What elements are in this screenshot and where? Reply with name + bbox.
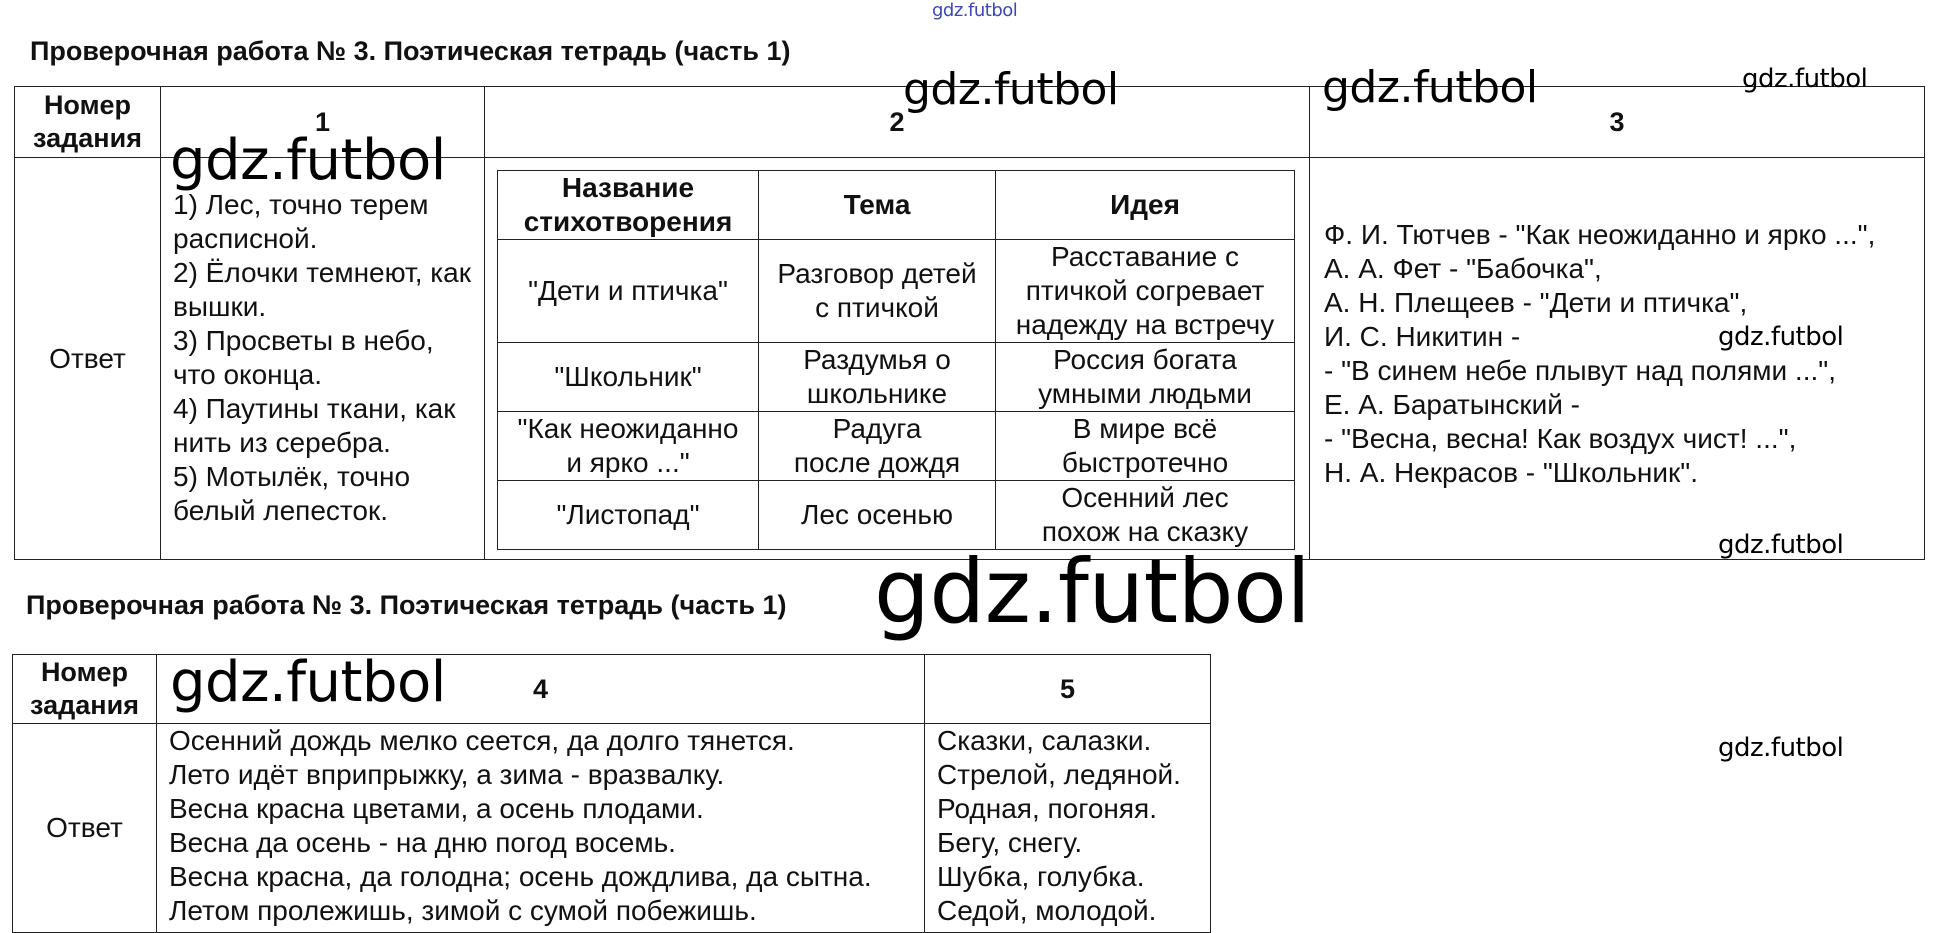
list-item: Весна красна цветами, а осень плодами. (169, 793, 704, 824)
table-row (498, 412, 1295, 481)
list-item: Ф. И. Тютчев - "Как неожиданно и ярко ...", (1324, 219, 1876, 250)
table2-answer-row (13, 724, 1211, 933)
poem-theme: Разговор детей с птичкой (759, 240, 996, 343)
table-row (498, 240, 1295, 343)
list-item: Весна да осень - на дню погод восемь. (169, 827, 676, 858)
poems-table-header (498, 171, 1295, 240)
answer-label: Ответ (13, 724, 157, 933)
task-5-header: 5 (925, 655, 1211, 724)
list-item: 1) Лес, точно терем расписной. (173, 189, 429, 254)
watermark: gdz.futbol (903, 64, 1119, 115)
list-item: Седой, молодой. (937, 895, 1157, 926)
list-item: А. А. Фет - "Бабочка", (1324, 253, 1602, 284)
poem-name: "Дети и птичка" (498, 240, 759, 343)
poems-table (497, 170, 1295, 550)
task-1-answer (161, 158, 485, 560)
list-item: И. С. Никитин - (1324, 321, 1521, 352)
task-2-answer (485, 158, 1310, 560)
list-item: - "В синем небе плывут над полями ...", (1324, 355, 1836, 386)
header-idea: Идея (996, 171, 1295, 240)
list-item: Е. А. Баратынский - (1324, 389, 1580, 420)
table1-answer-row (15, 158, 1925, 560)
list-item: 3) Просветы в небо, что оконца. (173, 325, 434, 390)
poem-name: "Как неожиданно и ярко ..." (498, 412, 759, 481)
list-item: А. Н. Плещеев - "Дети и птичка", (1324, 287, 1748, 318)
watermark: gdz.futbol (1718, 322, 1844, 352)
watermark: gdz.futbol (1742, 64, 1868, 94)
list-item: Весна красна, да голодна; осень дождлива, да сытна. (169, 861, 872, 892)
list-item: 2) Ёлочки темнеют, как вышки. (173, 257, 471, 322)
poem-idea: Расставание с птичкой согревает надежду на встречу (996, 240, 1295, 343)
poem-theme: Раздумья о школьнике (759, 343, 996, 412)
poem-name: "Листопад" (498, 481, 759, 550)
header-theme: Тема (759, 171, 996, 240)
table-row (498, 343, 1295, 412)
task-4-answer (157, 724, 925, 933)
list-item: Н. А. Некрасов - "Школьник". (1324, 457, 1698, 488)
section1-title: Проверочная работа № 3. Поэтическая тетрадь (часть 1) (30, 36, 791, 66)
watermark: gdz.futbol (1718, 733, 1844, 763)
watermark: gdz.futbol (1718, 530, 1844, 560)
watermark-top: gdz.futbol (932, 0, 1018, 21)
list-item: Сказки, салазки. (937, 725, 1152, 756)
list-item: Шубка, голубка. (937, 861, 1145, 892)
task-3-header: 3 (1310, 87, 1925, 158)
header-poem-name: Название стихотворения (498, 171, 759, 240)
task-number-header: Номер задания (15, 87, 161, 158)
task-2-header: 2 (485, 87, 1310, 158)
watermark: gdz.futbol (1322, 62, 1538, 113)
poem-theme: Лес осенью (759, 481, 996, 550)
task-number-header: Номер задания (13, 655, 157, 724)
poem-name: "Школьник" (498, 343, 759, 412)
list-item: Лето идёт вприпрыжку, а зима - вразвалку. (169, 759, 725, 790)
task-4-header: 4 (157, 655, 925, 724)
task-3-answer (1310, 158, 1925, 560)
list-item: 4) Паутины ткани, как нить из серебра. (173, 393, 456, 458)
list-item: 5) Мотылёк, точно белый лепесток. (173, 461, 411, 526)
list-item: Родная, погоняя. (937, 793, 1157, 824)
poem-theme: Радуга после дождя (759, 412, 996, 481)
poem-idea: Осенний лес похож на сказку (996, 481, 1295, 550)
watermark: gdz.futbol (170, 128, 446, 193)
watermark: gdz.futbol (874, 540, 1311, 643)
answer-label: Ответ (15, 158, 161, 560)
list-item: Стрелой, ледяной. (937, 759, 1181, 790)
watermark: gdz.futbol (170, 650, 446, 715)
section2-title: Проверочная работа № 3. Поэтическая тетрадь (часть 1) (26, 590, 787, 620)
task-5-answer (925, 724, 1211, 933)
list-item: Бегу, снегу. (937, 827, 1083, 858)
list-item: Осенний дождь мелко сеется, да долго тянется. (169, 725, 795, 756)
task-1-header: 1 (161, 87, 485, 158)
list-item: Летом пролежишь, зимой с сумой побежишь. (169, 895, 757, 926)
list-item: - "Весна, весна! Как воздух чист! ...", (1324, 423, 1797, 454)
poem-idea: В мире всё быстротечно (996, 412, 1295, 481)
poem-idea: Россия богата умными людьми (996, 343, 1295, 412)
